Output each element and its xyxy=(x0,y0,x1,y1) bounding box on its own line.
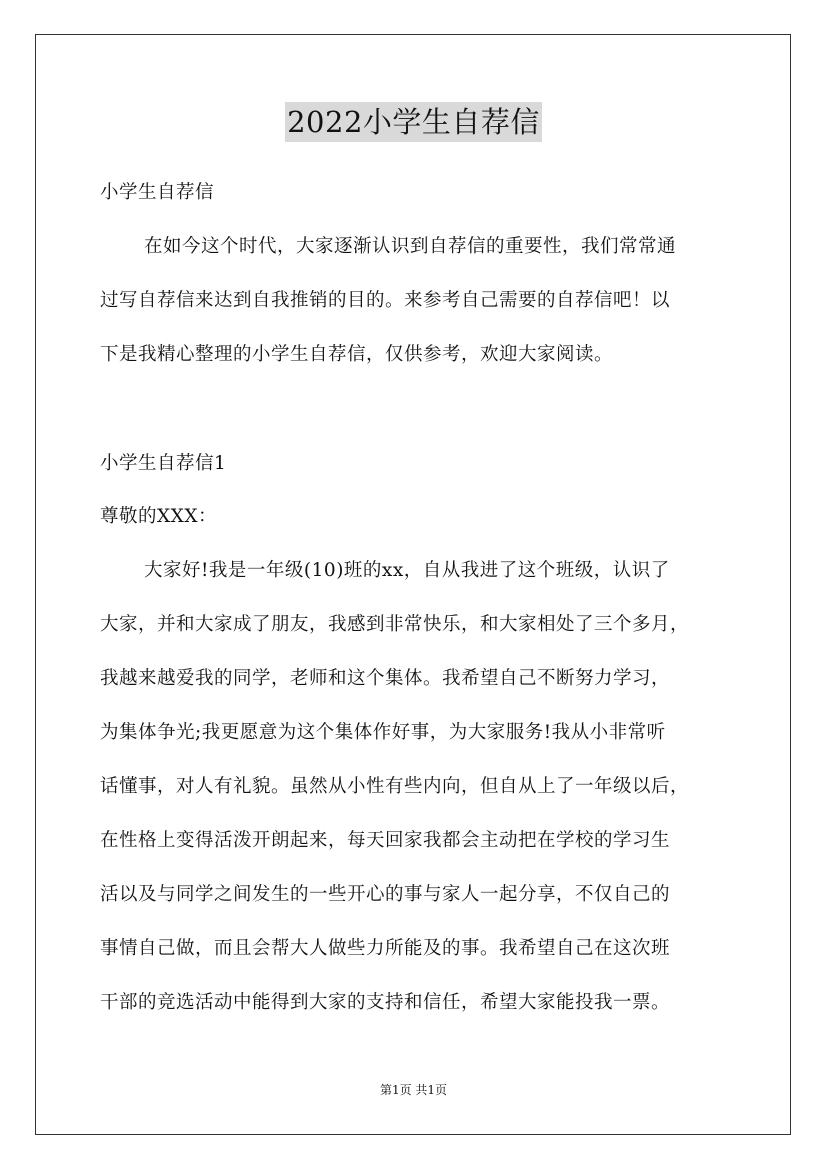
subtitle: 小学生自荐信 xyxy=(100,182,215,203)
body-line: 事情自己做，而且会帮大人做些力所能及的事。我希望自己在这次班 xyxy=(100,938,671,959)
page-footer: 第1页 共1页 xyxy=(379,1083,448,1097)
body-line: 活以及与同学之间发生的一些开心的事与家人一起分享，不仅自己的 xyxy=(100,884,671,905)
body-line: 话懂事，对人有礼貌。虽然从小性有些内向，但自从上了一年级以后， xyxy=(100,776,690,797)
body-line: 大家，并和大家成了朋友，我感到非常快乐，和大家相处了三个多月， xyxy=(100,614,690,635)
intro-line: 过写自荐信来达到自我推销的目的。来参考自己需要的自荐信吧！以 xyxy=(100,290,671,311)
title-container xyxy=(0,102,827,142)
body-line: 大家好!我是一年级(10)班的xx，自从我进了这个班级，认识了 xyxy=(144,560,670,581)
salutation: 尊敬的XXX： xyxy=(100,506,218,527)
intro-line: 下是我精心整理的小学生自荐信，仅供参考，欢迎大家阅读。 xyxy=(100,344,614,365)
body-line: 为集体争光;我更愿意为这个集体作好事，为大家服务!我从小非常听 xyxy=(100,722,666,743)
section-heading: 小学生自荐信1 xyxy=(100,453,227,474)
intro-line: 在如今这个时代，大家逐渐认识到自荐信的重要性，我们常常通 xyxy=(144,236,677,257)
document-title: 2022小学生自荐信 xyxy=(285,102,542,142)
body-line: 干部的竞选活动中能得到大家的支持和信任，希望大家能投我一票。 xyxy=(100,992,671,1013)
body-line: 在性格上变得活泼开朗起来，每天回家我都会主动把在学校的学习生 xyxy=(100,830,671,851)
body-line: 我越来越爱我的同学，老师和这个集体。我希望自己不断努力学习， xyxy=(100,668,671,689)
